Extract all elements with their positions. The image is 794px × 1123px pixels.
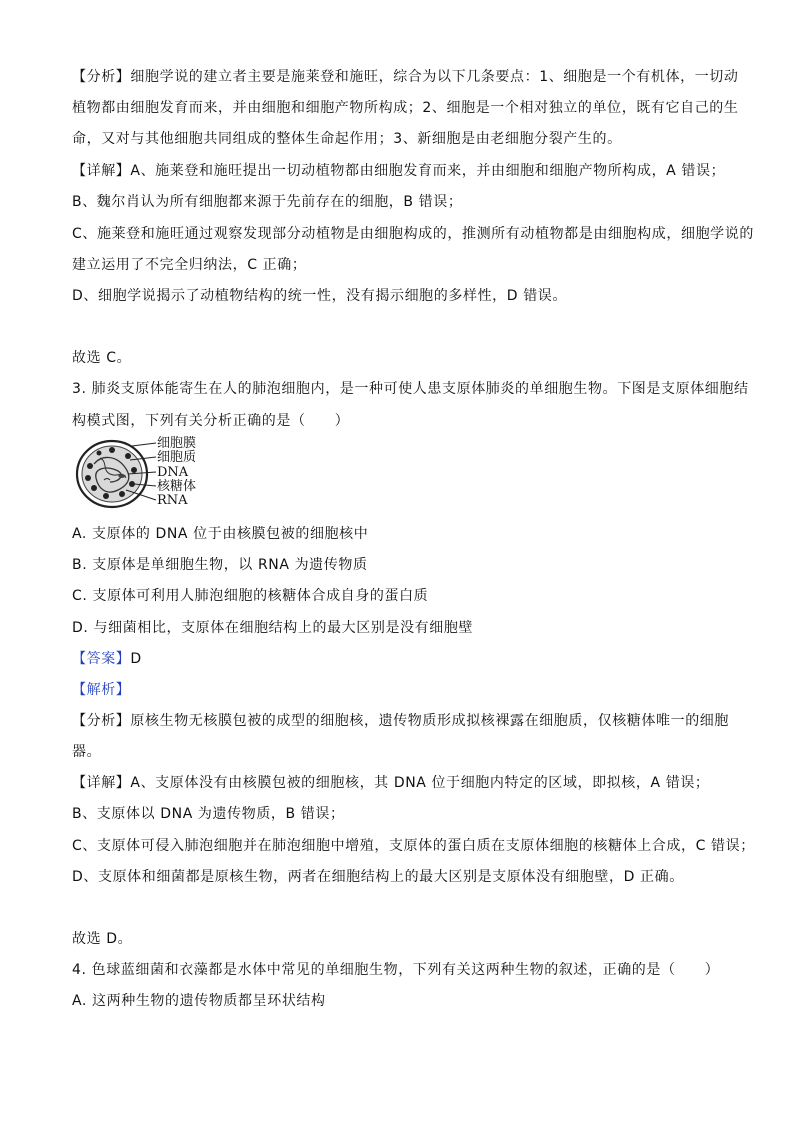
- q4-stem: 4. 色球蓝细菌和衣藻都是水体中常见的单细胞生物，下列有关这两种生物的叙述，正确的是（ ）: [72, 962, 720, 978]
- q3-detail-line-2: B、支原体以 DNA 为遗传物质，B 错误；: [72, 806, 345, 822]
- q3-conclusion: 故选 D。: [72, 931, 133, 947]
- q2-detail-line-5: D、细胞学说揭示了动植物结构的统一性，没有揭示细胞的多样性，D 错误。: [72, 288, 568, 304]
- label-rna: RNA: [157, 493, 188, 508]
- label-dna: DNA: [157, 465, 189, 480]
- label-cytoplasm: 细胞质: [157, 450, 197, 465]
- q4-option-a: A. 这两种生物的遗传物质都呈环状结构: [72, 993, 326, 1009]
- q3-option-b: B. 支原体是单细胞生物，以 RNA 为遗传物质: [72, 557, 368, 573]
- q3-explain-tag: 【解析】: [72, 682, 131, 698]
- q2-analysis-line-3: 命，又对与其他细胞共同组成的整体生命起作用；3、新细胞是由老细胞分裂产生的。: [72, 131, 622, 147]
- q2-analysis-line-2: 植物都由细胞发育而来，并由细胞和细胞产物所构成；2、细胞是一个相对独立的单位，既有它自己的生: [72, 100, 739, 116]
- q2-conclusion: 故选 C。: [72, 350, 132, 366]
- q3-answer: [72, 649, 142, 669]
- q2-detail-line-2: B、魏尔肖认为所有细胞都来源于先前存在的细胞，B 错误；: [72, 194, 463, 210]
- mycoplasma-cell-diagram: [72, 436, 222, 512]
- q2-detail-line-3: C、施莱登和施旺通过观察发现部分动植物是由细胞构成的，推测所有动植物都是由细胞构成，细胞学说的: [72, 226, 754, 242]
- label-ribosome: 核糖体: [157, 479, 197, 494]
- q3-detail-line-4: D、支原体和细菌都是原核生物，两者在细胞结构上的最大区别是支原体没有细胞壁，D 正确。: [72, 869, 684, 885]
- q3-analysis-line-1: 【分析】原核生物无核膜包被的成型的细胞核，遗传物质形成拟核裸露在细胞质，仅核糖体唯一的细胞: [72, 713, 729, 729]
- mycoplasma-cell-drawing: [72, 436, 222, 512]
- q2-detail-line-4: 建立运用了不完全归纳法，C 正确；: [72, 257, 307, 273]
- answer-value: D: [130, 651, 142, 667]
- q3-option-d: D. 与细菌相比，支原体在细胞结构上的最大区别是没有细胞壁: [72, 620, 474, 636]
- q3-stem-line-1: 3. 肺炎支原体能寄生在人的肺泡细胞内，是一种可使人患支原体肺炎的单细胞生物。下图是支原体细胞结: [72, 381, 749, 397]
- q3-option-c: C. 支原体可利用人肺泡细胞的核糖体合成自身的蛋白质: [72, 588, 429, 604]
- q3-analysis-line-2: 器。: [72, 744, 102, 760]
- q2-detail-line-1: 【详解】A、施莱登和施旺提出一切动植物都由细胞发育而来，并由细胞和细胞产物所构成，A 错误；: [72, 163, 726, 179]
- label-cell-membrane: 细胞膜: [157, 436, 197, 451]
- answer-tag: 【答案】: [72, 651, 131, 667]
- q3-option-a: A. 支原体的 DNA 位于由核膜包被的细胞核中: [72, 526, 369, 542]
- q3-detail-line-1: 【详解】A、支原体没有由核膜包被的细胞核，其 DNA 位于细胞内特定的区域，即拟核，A 错误；: [72, 775, 710, 791]
- q3-detail-line-3: C、支原体可侵入肺泡细胞并在肺泡细胞中增殖，支原体的蛋白质在支原体细胞的核糖体上合成，C 错误；: [72, 838, 755, 854]
- q2-analysis-line-1: 【分析】细胞学说的建立者主要是施莱登和施旺，综合为以下几条要点：1、细胞是一个有机体，一切动: [72, 69, 739, 85]
- q3-stem-line-2: 构模式图，下列有关分析正确的是（ ）: [72, 413, 350, 429]
